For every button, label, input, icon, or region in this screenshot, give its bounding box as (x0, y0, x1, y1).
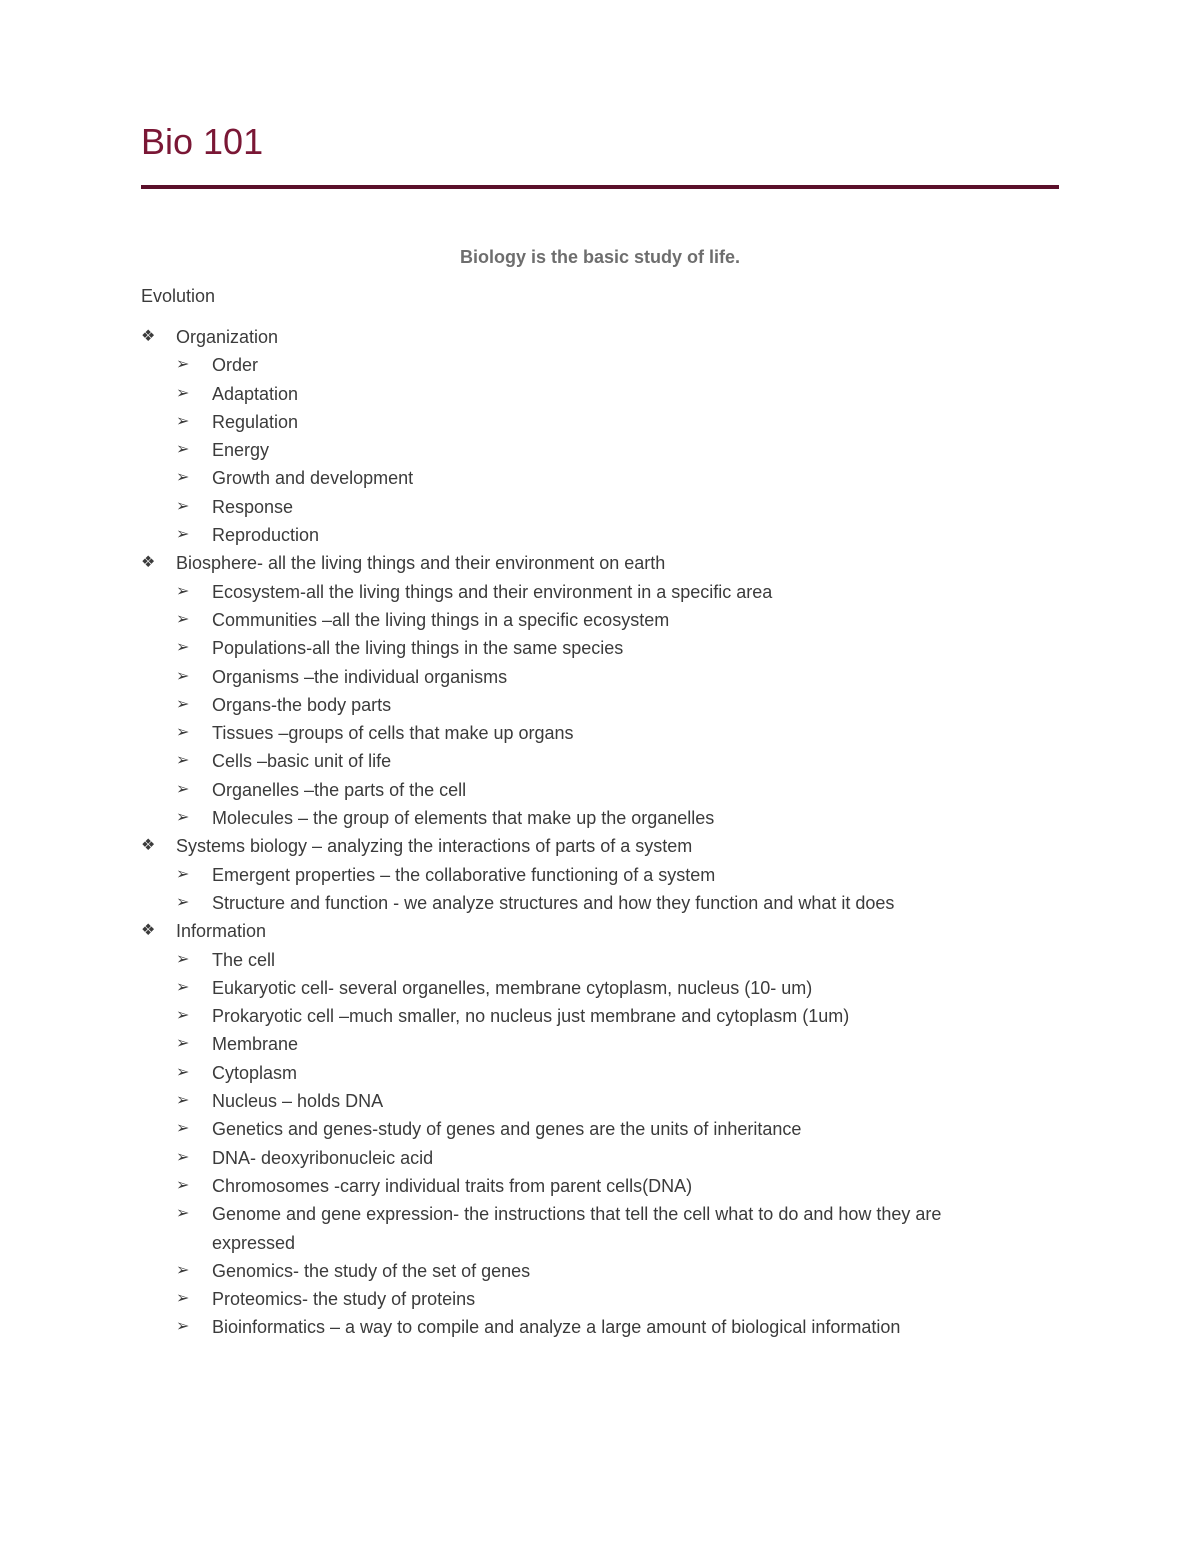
outline-item (141, 549, 1059, 832)
arrowhead-bullet-icon: ➢ (176, 978, 190, 996)
sub-item-text: Nucleus – holds DNA (212, 1091, 384, 1112)
sub-list-item (141, 1313, 1059, 1341)
sub-row (141, 1200, 1059, 1257)
diamond-bullet-icon: ❖ (141, 837, 156, 855)
sub-item-text: Organisms –the individual organisms (212, 666, 508, 687)
arrowhead-bullet-icon: ➢ (176, 526, 190, 544)
outline-item (141, 917, 1059, 1341)
outline-item-text: Biosphere- all the living things and their environment on earth (176, 553, 666, 574)
sub-row (141, 1002, 1059, 1030)
outline-row (141, 917, 1059, 945)
arrowhead-bullet-icon: ➢ (176, 667, 190, 685)
sub-row (141, 1115, 1059, 1143)
sub-row (141, 464, 1059, 492)
diamond-bullet-icon: ❖ (141, 554, 156, 572)
sub-item-text: Cytoplasm (212, 1062, 298, 1083)
outline-item-text: Information (176, 921, 267, 942)
sub-list-item (141, 1087, 1059, 1115)
sub-row (141, 1030, 1059, 1058)
sub-list-item (141, 606, 1059, 634)
sub-item-text: Adaptation (212, 383, 299, 404)
sub-row (141, 946, 1059, 974)
sub-list-item (141, 1285, 1059, 1313)
sub-row (141, 578, 1059, 606)
arrowhead-bullet-icon: ➢ (176, 950, 190, 968)
sub-list-item (141, 776, 1059, 804)
sub-item-text: Ecosystem-all the living things and their environment in a specific area (212, 581, 773, 602)
arrowhead-bullet-icon: ➢ (176, 639, 190, 657)
arrowhead-bullet-icon: ➢ (176, 893, 190, 911)
sub-list-item (141, 1172, 1059, 1200)
sub-list-item (141, 889, 1059, 917)
sub-list-item (141, 1059, 1059, 1087)
outline-item (141, 323, 1059, 549)
sub-row (141, 1144, 1059, 1172)
arrowhead-bullet-icon: ➢ (176, 497, 190, 515)
sub-list-item (141, 946, 1059, 974)
arrowhead-bullet-icon: ➢ (176, 752, 190, 770)
arrowhead-bullet-icon: ➢ (176, 1148, 190, 1166)
sub-list-item (141, 408, 1059, 436)
sub-list-item (141, 634, 1059, 662)
sub-item-text: Membrane (212, 1034, 299, 1055)
arrowhead-bullet-icon: ➢ (176, 1007, 190, 1025)
arrowhead-bullet-icon: ➢ (176, 809, 190, 827)
sub-item-text: Structure and function - we analyze structures and how they function and what it does (212, 892, 895, 913)
sub-list-item (141, 1144, 1059, 1172)
sub-list-item (141, 351, 1059, 379)
page-subtitle: Biology is the basic study of life. (459, 247, 741, 267)
arrowhead-bullet-icon: ➢ (176, 1063, 190, 1081)
page-title: Bio 101 (141, 121, 264, 162)
sub-item-text: Organs-the body parts (212, 694, 392, 715)
sub-list-item (141, 1115, 1059, 1143)
sub-list-item (141, 1002, 1059, 1030)
sub-item-text: Chromosomes -carry individual traits from parent cells(DNA) (212, 1175, 693, 1196)
arrowhead-bullet-icon: ➢ (176, 1035, 190, 1053)
sub-item-text: Proteomics- the study of proteins (212, 1289, 476, 1310)
arrowhead-bullet-icon: ➢ (176, 1092, 190, 1110)
sub-item-text: Bioinformatics – a way to compile and analyze a large amount of biological information (212, 1317, 901, 1338)
sub-row (141, 1059, 1059, 1087)
sub-item-text: Cells –basic unit of life (212, 751, 392, 772)
arrowhead-bullet-icon: ➢ (176, 865, 190, 883)
outline-item-text: Organization (176, 327, 279, 347)
sub-list-item (141, 861, 1059, 889)
outline-list (141, 323, 1059, 1342)
outline-row (141, 832, 1059, 860)
sub-item-text: Prokaryotic cell –much smaller, no nucleus just membrane and cytoplasm (1um) (212, 1006, 850, 1027)
sub-item-text: DNA- deoxyribonucleic acid (212, 1147, 434, 1168)
sub-row (141, 804, 1059, 832)
sub-row (141, 974, 1059, 1002)
arrowhead-bullet-icon: ➢ (176, 356, 190, 374)
sub-row (141, 776, 1059, 804)
sub-item-text: Genome and gene expression- the instructions that tell the cell what to do and how they are expressed (212, 1204, 942, 1253)
sub-list (141, 351, 1059, 549)
sub-item-text: Emergent properties – the collaborative functioning of a system (212, 864, 716, 885)
sub-item-text: Genomics- the study of the set of genes (212, 1260, 531, 1281)
diamond-bullet-icon: ❖ (141, 922, 156, 940)
sub-list-item (141, 747, 1059, 775)
sub-list-item (141, 578, 1059, 606)
sub-row (141, 408, 1059, 436)
sub-item-text: Tissues –groups of cells that make up organs (212, 723, 574, 744)
sub-item-text: Order (212, 355, 259, 376)
sub-row (141, 1172, 1059, 1200)
arrowhead-bullet-icon: ➢ (176, 695, 190, 713)
sub-list-item (141, 464, 1059, 492)
arrowhead-bullet-icon: ➢ (176, 1290, 190, 1308)
sub-list (141, 578, 1059, 833)
sub-row (141, 351, 1059, 379)
sub-list-item (141, 691, 1059, 719)
sub-list-item (141, 1200, 1059, 1257)
sub-list-item (141, 719, 1059, 747)
arrowhead-bullet-icon: ➢ (176, 1318, 190, 1336)
outline-item (141, 832, 1059, 917)
sub-row (141, 1285, 1059, 1313)
arrowhead-bullet-icon: ➢ (176, 724, 190, 742)
arrowhead-bullet-icon: ➢ (176, 441, 190, 459)
sub-item-text: Eukaryotic cell- several organelles, membrane cytoplasm, nucleus (10- um) (212, 977, 813, 998)
sub-item-text: Growth and development (212, 468, 414, 489)
sub-row (141, 719, 1059, 747)
sub-item-text: Energy (212, 440, 270, 461)
sub-item-text: Populations-all the living things in the same species (212, 638, 624, 659)
sub-row (141, 747, 1059, 775)
arrowhead-bullet-icon: ➢ (176, 1120, 190, 1138)
sub-list-item (141, 1257, 1059, 1285)
sub-row (141, 691, 1059, 719)
sub-item-text: Organelles –the parts of the cell (212, 779, 467, 800)
sub-list-item (141, 663, 1059, 691)
sub-list-item (141, 493, 1059, 521)
arrowhead-bullet-icon: ➢ (176, 582, 190, 600)
sub-list-item (141, 974, 1059, 1002)
sub-item-text: The cell (212, 949, 276, 970)
arrowhead-bullet-icon: ➢ (176, 1176, 190, 1194)
sub-row (141, 380, 1059, 408)
arrowhead-bullet-icon: ➢ (176, 384, 190, 402)
diamond-bullet-icon: ❖ (141, 328, 156, 345)
title-divider (141, 185, 1059, 189)
sub-row (141, 1087, 1059, 1115)
section-label: Evolution (141, 286, 216, 306)
sub-row (141, 663, 1059, 691)
arrowhead-bullet-icon: ➢ (176, 780, 190, 798)
outline-item-text: Systems biology – analyzing the interactions of parts of a system (176, 836, 693, 857)
sub-row (141, 436, 1059, 464)
sub-row (141, 606, 1059, 634)
sub-item-text: Molecules – the group of elements that make up the organelles (212, 808, 715, 829)
sub-item-text: Reproduction (212, 525, 320, 546)
sub-list (141, 861, 1059, 918)
sub-row (141, 634, 1059, 662)
arrowhead-bullet-icon: ➢ (176, 1205, 190, 1223)
outline-row (141, 549, 1059, 577)
sub-row (141, 889, 1059, 917)
sub-row (141, 1257, 1059, 1285)
sub-list-item (141, 436, 1059, 464)
sub-list-item (141, 380, 1059, 408)
outline-row (141, 323, 1059, 351)
sub-item-text: Genetics and genes-study of genes and genes are the units of inheritance (212, 1119, 802, 1140)
sub-list-item (141, 521, 1059, 549)
arrowhead-bullet-icon: ➢ (176, 412, 190, 430)
sub-row (141, 493, 1059, 521)
sub-row (141, 1313, 1059, 1341)
sub-row (141, 861, 1059, 889)
sub-item-text: Communities –all the living things in a specific ecosystem (212, 609, 670, 630)
arrowhead-bullet-icon: ➢ (176, 469, 190, 487)
sub-list-item (141, 1030, 1059, 1058)
sub-row (141, 521, 1059, 549)
arrowhead-bullet-icon: ➢ (176, 1261, 190, 1279)
sub-list (141, 946, 1059, 1342)
arrowhead-bullet-icon: ➢ (176, 610, 190, 628)
sub-item-text: Regulation (212, 411, 299, 432)
sub-list-item (141, 804, 1059, 832)
sub-item-text: Response (212, 496, 294, 517)
